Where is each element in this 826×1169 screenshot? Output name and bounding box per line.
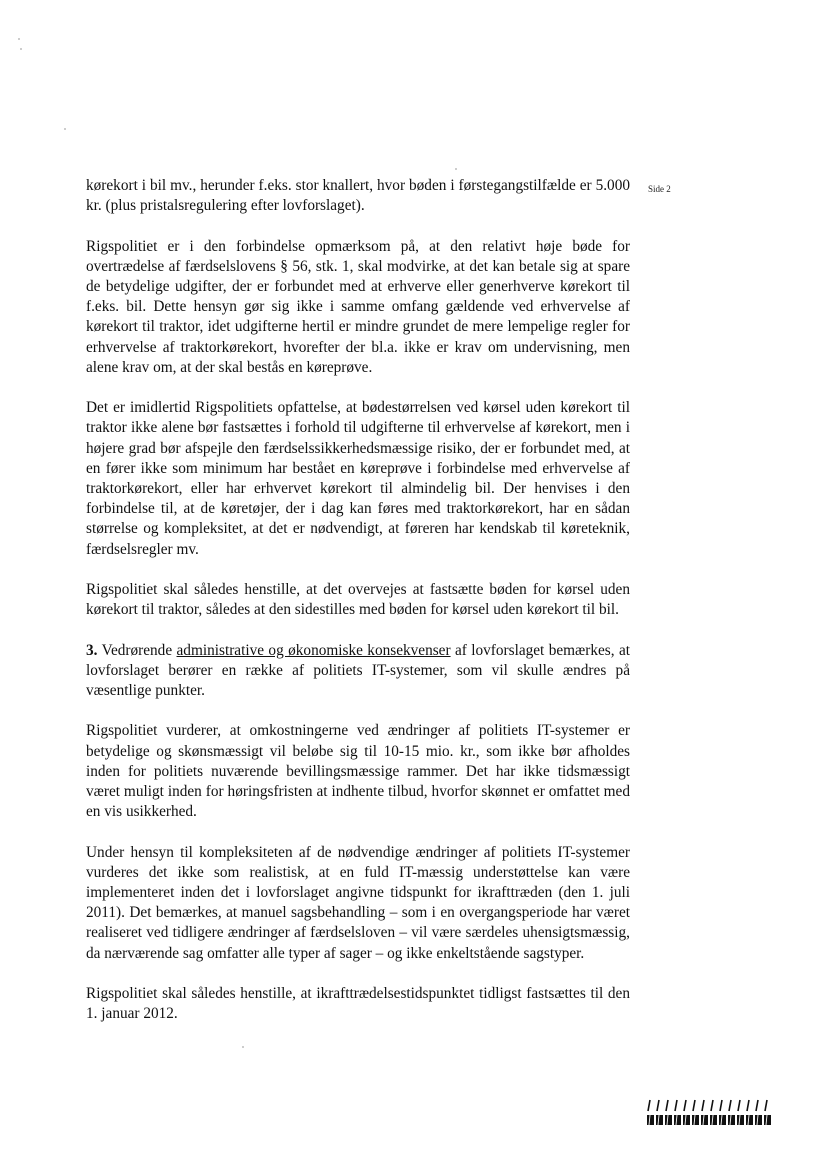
page-number: Side 2 (648, 184, 671, 194)
section-number: 3. (86, 641, 98, 659)
scan-speck (20, 48, 22, 50)
paragraph-8: Rigspolitiet skal således henstille, at ikrafttrædelsestidspunktet tidligst fastsættes til den 1. januar 2012. (86, 985, 630, 1023)
underlined-heading: administrative og økonomiske konsekvenser (176, 641, 451, 659)
scan-speck (64, 128, 66, 130)
paragraph-1: kørekort i bil mv., herunder f.eks. stor knallert, hvor bøden i førstegangstilfælde er 5.000 kr. (plus pristalsregulering efter lovforslaget). (86, 177, 630, 215)
scan-speck (18, 38, 20, 40)
paragraph-5-text: af lovforslaget bemærkes, at lovforslaget berører en række af politiets IT-systemer, som vil skulle ændres på væsentlige punkter. (86, 641, 630, 700)
paragraph-4: Rigspolitiet skal således henstille, at det overvejes at fastsætte bøden for kørsel uden kørekort til traktor, således at den sidestilles med bøden for kørsel uden kørekort til bil. (86, 581, 630, 619)
paragraph-6: Rigspolitiet vurderer, at omkostningerne ved ændringer af politiets IT-systemer er betydelige og skønsmæssigt vil beløbe sig til 10-15 mio. kr., som ikke bør afholdes inden for politiets nuværende bevillingsmæssige rammer. Det har ikke tidsmæssigt været muligt inden for høringsfristen at indhente tilbud, hvorfor skønnet er omfattet med en vis usikkerhed. (86, 722, 630, 821)
barcode-top-row (648, 1100, 767, 1111)
paragraph-2: Rigspolitiet er i den forbindelse opmærksom på, at den relativt høje bøde for overtrædelse af færdselslovens § 56, stk. 1, skal modvirke, at det kan betale sig at spare de betydelige udgifter, der er forbundet med at erhverve eller generhverve kørekort til f.eks. bil. Dette hensyn gør sig ikke i samme omfang gældende ved erhvervelse af kørekort til traktor, idet udgifterne hertil er mindre grundet de mere lempelige regler for erhvervelse af traktorkørekort, hvorefter der bl.a. ikke er krav om undervisning, men alene krav om, at der skal bestås en køreprøve. (86, 237, 630, 376)
letter-body (86, 176, 630, 1045)
paragraph-5-lead: Vedrørende (97, 641, 177, 659)
barcode-stamp (644, 1098, 772, 1128)
paragraph-5 (86, 641, 630, 702)
paragraph-7: Under hensyn til kompleksiteten af de nødvendige ændringer af politiets IT-systemer vurderes det ikke som realistisk, at en fuld IT-mæssig understøttelse kan være implementeret inden det i lovforslaget angivne tidspunkt for ikrafttræden (den 1. juli 2011). Det bemærkes, at manuel sagsbehandling – som i en overgangsperiode har været realiseret ved tidligere ændringer af færdselsloven – vil være særdeles uhensigtsmæssig, da nærværende sag omfatter alle typer af sager – og ikke enkeltstående sagstyper. (86, 843, 630, 962)
scan-speck (455, 168, 457, 170)
paragraph-3: Det er imidlertid Rigspolitiets opfattelse, at bødestørrelsen ved kørsel uden kørekort til traktor ikke alene bør fastsættes i forhold til udgifterne til erhvervelse af kørekort, men i højere grad bør afspejle den færdselssikkerhedsmæssige risiko, der er forbundet med, at en fører ikke som minimum har bestået en køreprøve i forbindelse med erhvervelse af traktorkørekort, eller har erhvervet kørekort til almindelig bil. Der henvises i den forbindelse til, at de køretøjer, der i dag kan føres med traktorkørekort, har en sådan størrelse og kompleksitet, at det er nødvendigt, at føreren har kendskab til køreteknik, færdselsregler mv. (86, 399, 630, 558)
scan-speck (242, 1046, 244, 1048)
barcode-bottom-row (647, 1115, 771, 1125)
